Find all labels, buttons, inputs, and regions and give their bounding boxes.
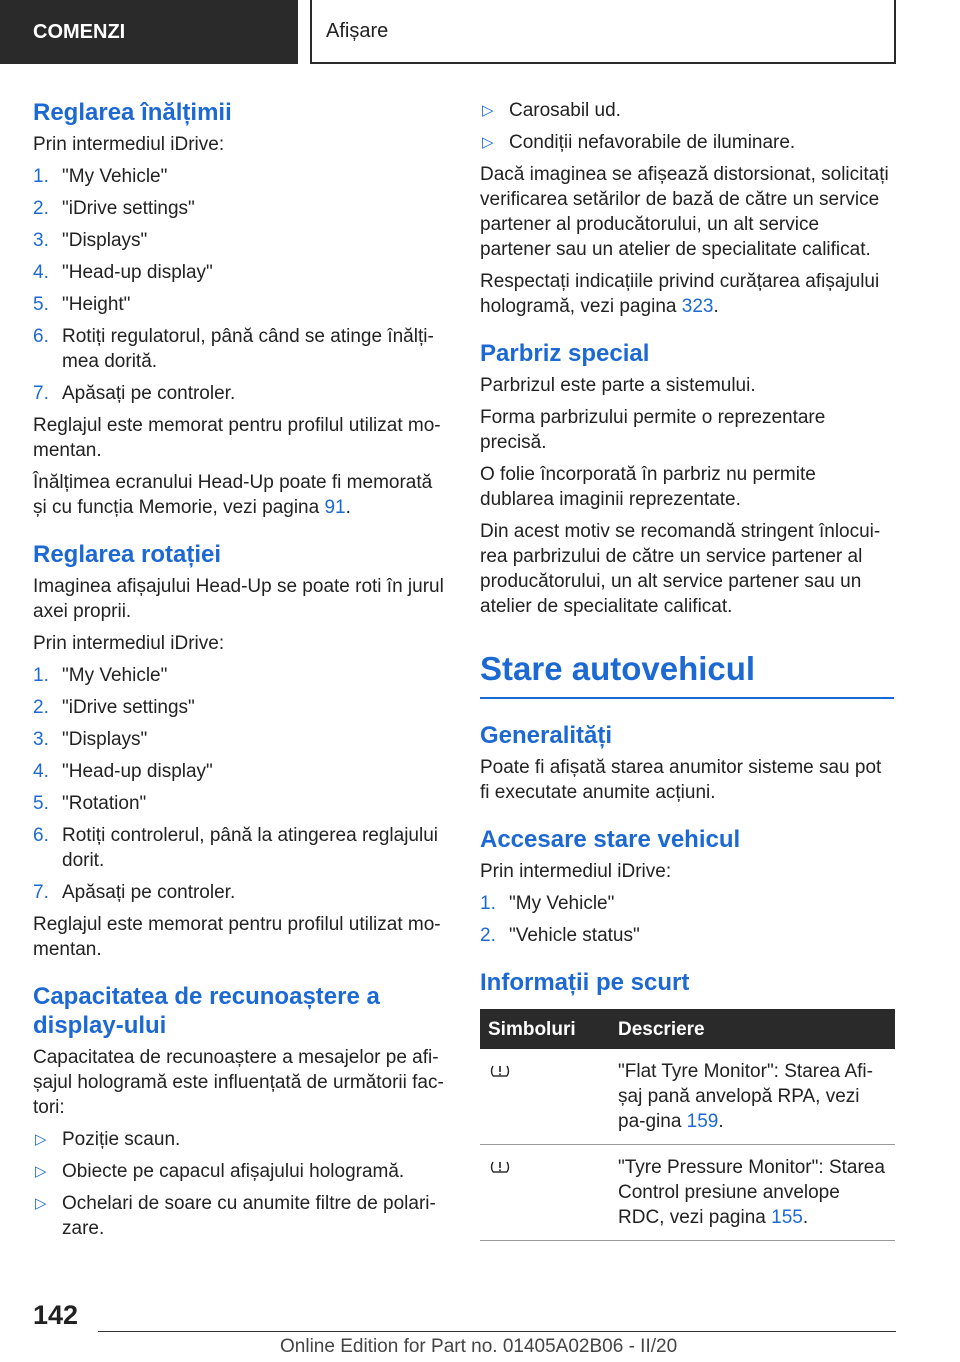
list-item: ▷ Obiecte pe capacul afișajului hologramă.	[35, 1161, 405, 1182]
step-item: 2. "Vehicle status"	[480, 925, 640, 946]
list-item: ▷ Ochelari de soare cu anumite filtre de polari-zare.	[35, 1193, 436, 1239]
paragraph-windshield: Parbrizul este parte a sistemului.	[480, 375, 756, 396]
paragraph-windshield: O folie încorporată în parbriz nu permite dublarea imaginii reprezentate.	[480, 464, 816, 510]
paragraph-memory: Înălțimea ecranului Head-Up poate fi memorată și cu funcția Memorie, vezi pagina 91.	[33, 472, 433, 518]
heading-recognition: Capacitatea de recunoaștere a display-ului	[33, 983, 380, 1039]
paragraph-recognition: Capacitatea de recunoaștere a mesajelor pe afi-șajul hologramă este influențată de următorii fac-tori:	[33, 1047, 444, 1118]
page-number: 142	[33, 1300, 79, 1330]
step-item: 4. "Head-up display"	[33, 262, 213, 283]
heading-windshield: Parbriz special	[480, 340, 650, 367]
steps-rotation	[33, 663, 447, 905]
heading-vehicle-status: Stare autovehicul	[480, 649, 894, 699]
factor-list-continued	[480, 98, 894, 155]
paragraph-saved: Reglajul este memorat pentru profilul utilizat mo-mentan.	[33, 415, 441, 461]
table-row	[480, 1049, 895, 1145]
step-item: 7. Apăsați pe controler.	[33, 383, 236, 404]
paragraph-via-idrive: Prin intermediul iDrive:	[33, 134, 225, 155]
footer-divider	[98, 1331, 896, 1332]
page-link[interactable]: 155	[771, 1207, 803, 1228]
paragraph-saved: Reglajul este memorat pentru profilul utilizat mo-mentan.	[33, 914, 441, 960]
left-column	[33, 98, 447, 1248]
edition-note: Online Edition for Part no. 01405A02B06 - II/20	[280, 1336, 678, 1357]
paragraph-distorted: Dacă imaginea se afișează distorsionat, solicitați verificarea setărilor de bază de către un service partener al producătorului, un alt service partener sau un atelier de specialitate calificat.	[480, 164, 889, 260]
steps-vehicle-status	[480, 891, 894, 948]
heading-rotation: Reglarea rotației	[33, 541, 222, 568]
paragraph-rotation: Imaginea afișajului Head-Up se poate roti în jurul axei proprii.	[33, 576, 444, 622]
paragraph-via-idrive: Prin intermediul iDrive:	[33, 633, 225, 654]
heading-general: Generalități	[480, 722, 613, 749]
column-header-description: Descriere	[610, 1009, 895, 1049]
page-link[interactable]: 91	[324, 497, 346, 518]
heading-brief-info: Informații pe scurt	[480, 969, 690, 996]
triangle-bullet-icon: ▷	[35, 1131, 47, 1148]
symbol-cell	[480, 1049, 610, 1145]
section-tab	[310, 0, 896, 64]
step-item: 5. "Height"	[33, 294, 131, 315]
list-item: ▷ Poziție scaun.	[35, 1129, 181, 1150]
chapter-tab	[0, 0, 298, 64]
paragraph-windshield: Forma parbrizului permite o reprezentare precisă.	[480, 407, 826, 453]
paragraph-windshield: Din acest motiv se recomandă stringent înlocui-rea parbrizului de către un service partener al producătorului, un alt service partener sau un atelier de specialitate calificat.	[480, 521, 881, 617]
step-item: 2. "iDrive settings"	[33, 198, 195, 219]
page-header	[0, 0, 960, 68]
triangle-bullet-icon: ▷	[482, 102, 494, 119]
section-title: Afișare	[326, 19, 389, 42]
triangle-bullet-icon: ▷	[35, 1195, 47, 1212]
step-item: 5. "Rotation"	[33, 793, 147, 814]
chapter-title: COMENZI	[33, 20, 126, 43]
step-item: 6. Rotiți regulatorul, până când se atinge înălți-mea dorită.	[33, 326, 434, 372]
page-link[interactable]: 323	[681, 296, 714, 317]
table-header-row	[480, 1009, 895, 1049]
paragraph-general: Poate fi afișată starea anumitor sisteme sau pot fi executate anumite acțiuni.	[480, 757, 882, 803]
step-item: 3. "Displays"	[33, 729, 148, 750]
description-cell: "Flat Tyre Monitor": Starea Afi-șaj pană anvelopă RPA, vezi pa-gina 159.	[610, 1049, 895, 1145]
step-item: 1. "My Vehicle"	[33, 665, 168, 686]
page-link[interactable]: 159	[686, 1111, 719, 1132]
column-header-symbols: Simboluri	[480, 1009, 610, 1049]
step-item: 3. "Displays"	[33, 230, 148, 251]
tire-warning-icon	[490, 1159, 510, 1175]
tire-warning-icon	[490, 1063, 510, 1079]
steps-height	[33, 164, 447, 406]
symbol-cell	[480, 1145, 610, 1241]
step-item: 1. "My Vehicle"	[480, 893, 615, 914]
table-row	[480, 1145, 895, 1241]
paragraph-via-idrive: Prin intermediul iDrive:	[480, 861, 672, 882]
heading-height-adjustment: Reglarea înălțimii	[33, 99, 232, 126]
right-column	[480, 98, 894, 1241]
triangle-bullet-icon: ▷	[35, 1163, 47, 1180]
paragraph-cleaning: Respectați indicațiile privind curățarea afișajului hologramă, vezi pagina 323.	[480, 271, 880, 317]
description-cell: "Tyre Pressure Monitor": Starea Control presiune anvelope RDC, vezi pagina 155.	[610, 1145, 895, 1241]
list-item: ▷ Carosabil ud.	[482, 100, 621, 121]
triangle-bullet-icon: ▷	[482, 134, 494, 151]
step-item: 6. Rotiți controlerul, până la atingerea reglajului dorit.	[33, 825, 439, 871]
list-item: ▷ Condiții nefavorabile de iluminare.	[482, 132, 796, 153]
factor-list	[33, 1127, 447, 1241]
step-item: 7. Apăsați pe controler.	[33, 882, 236, 903]
step-item: 1. "My Vehicle"	[33, 166, 168, 187]
symbols-table	[480, 1009, 895, 1241]
step-item: 2. "iDrive settings"	[33, 697, 195, 718]
step-item: 4. "Head-up display"	[33, 761, 213, 782]
heading-access-status: Accesare stare vehicul	[480, 826, 741, 853]
